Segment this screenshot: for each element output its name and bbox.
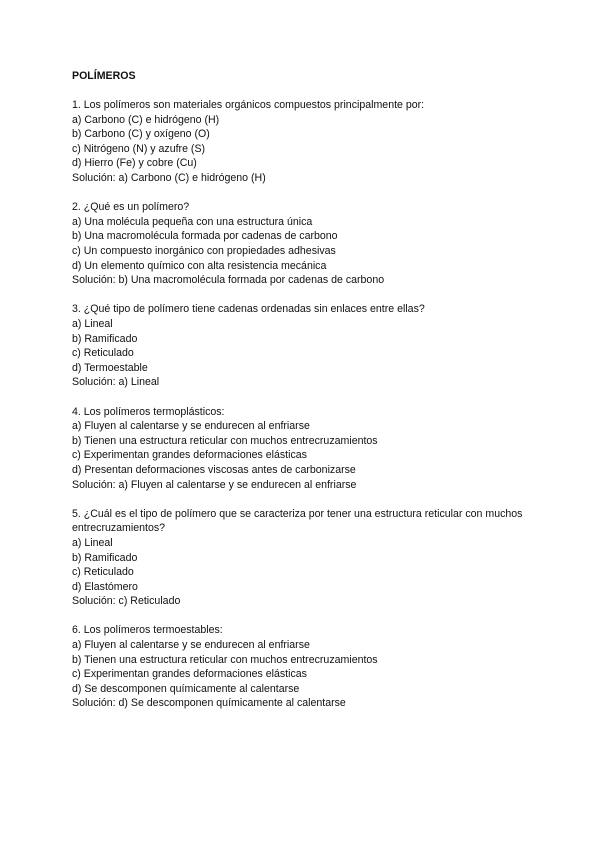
question-3 — [72, 302, 542, 390]
document-title: POLÍMEROS — [72, 70, 136, 82]
question-prompt: 5. ¿Cuál es el tipo de polímero que se caracteriza por tener una estructura reticular con muchos entrecruzamientos? — [72, 507, 523, 535]
option-c: c) Experimentan grandes deformaciones elásticas — [72, 449, 307, 462]
question-prompt: 4. Los polímeros termoplásticos: — [72, 405, 225, 418]
option-d: d) Un elemento químico con alta resistencia mecánica — [72, 259, 327, 272]
option-c: c) Un compuesto inorgánico con propiedades adhesivas — [72, 245, 336, 258]
solution: Solución: a) Fluyen al calentarse y se endurecen al enfriarse — [72, 478, 357, 491]
option-c: c) Experimentan grandes deformaciones elásticas — [72, 668, 307, 681]
option-b: b) Una macromolécula formada por cadenas de carbono — [72, 230, 338, 243]
option-c: c) Nitrógeno (N) y azufre (S) — [72, 142, 206, 155]
solution: Solución: a) Lineal — [72, 376, 160, 389]
question-prompt: 3. ¿Qué tipo de polímero tiene cadenas ordenadas sin enlaces entre ellas? — [72, 303, 425, 316]
option-a: a) Carbono (C) e hidrógeno (H) — [72, 113, 220, 126]
solution: Solución: b) Una macromolécula formada por cadenas de carbono — [72, 274, 385, 287]
option-d: d) Hierro (Fe) y cobre (Cu) — [72, 157, 197, 170]
option-a: a) Lineal — [72, 318, 113, 330]
document-page — [72, 69, 542, 726]
option-a: a) Fluyen al calentarse y se endurecen al enfriarse — [72, 420, 310, 433]
option-b: b) Ramificado — [72, 551, 138, 564]
solution: Solución: a) Carbono (C) e hidrógeno (H) — [72, 172, 266, 185]
question-1 — [72, 98, 542, 186]
question-5 — [72, 507, 542, 609]
question-prompt: 2. ¿Qué es un polímero? — [72, 201, 190, 214]
option-b: b) Tienen una estructura reticular con muchos entrecruzamientos — [72, 653, 378, 666]
solution: Solución: d) Se descomponen químicamente al calentarse — [72, 697, 346, 710]
option-d: d) Termoestable — [72, 361, 148, 374]
option-a: a) Lineal — [72, 536, 113, 549]
question-4 — [72, 405, 542, 493]
option-d: d) Se descomponen químicamente al calentarse — [72, 682, 300, 695]
option-a: a) Una molécula pequeña con una estructura única — [72, 215, 313, 228]
question-prompt: 1. Los polímeros son materiales orgánicos compuestos principalmente por: — [72, 99, 425, 112]
option-d: d) Presentan deformaciones viscosas antes de carbonizarse — [72, 463, 356, 476]
option-c: c) Reticulado — [72, 566, 134, 579]
question-2 — [72, 200, 542, 288]
option-b: b) Carbono (C) y oxígeno (O) — [72, 128, 210, 141]
option-a: a) Fluyen al calentarse y se endurecen al enfriarse — [72, 639, 310, 652]
option-d: d) Elastómero — [72, 580, 138, 593]
question-prompt: 6. Los polímeros termoestables: — [72, 624, 223, 637]
option-b: b) Tienen una estructura reticular con muchos entrecruzamientos — [72, 434, 378, 447]
option-b: b) Ramificado — [72, 332, 138, 345]
question-6 — [72, 623, 542, 711]
solution: Solución: c) Reticulado — [72, 595, 181, 608]
option-c: c) Reticulado — [72, 347, 134, 360]
